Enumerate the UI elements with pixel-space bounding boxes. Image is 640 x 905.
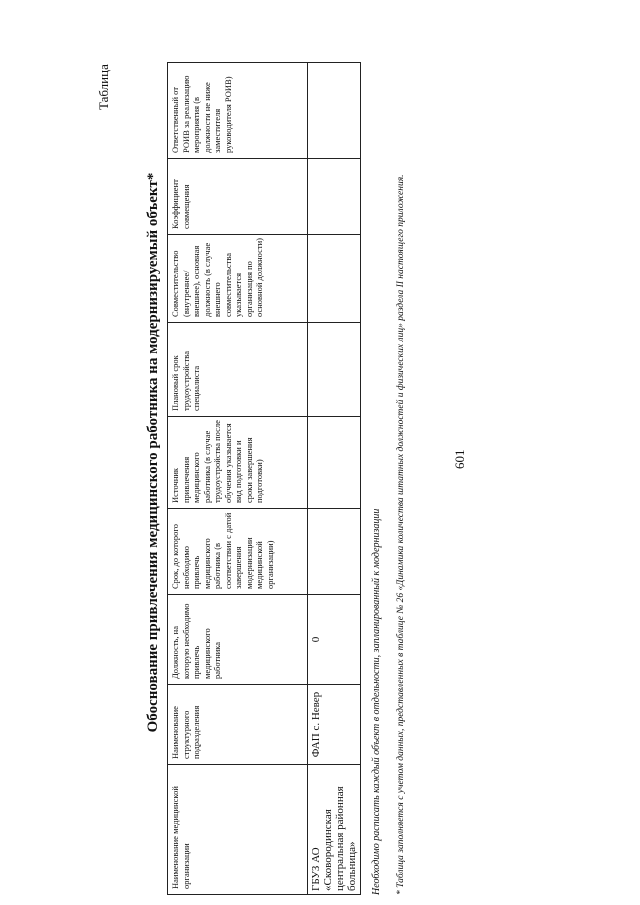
organization-cell: ГБУЗ АО «Сковородинская центральная районная больница» — [308, 765, 361, 895]
header-cell: Плановый срок трудоустройства специалиста — [168, 323, 308, 417]
page-number: 601 — [452, 449, 467, 469]
deadline-cell — [308, 509, 361, 595]
note-modernization: Необходимо расписать каждый объект в отдельности, запланированный к модернизации — [371, 508, 382, 895]
table-row — [308, 63, 361, 895]
table-label: Таблица — [96, 64, 111, 110]
header-cell: Должность, на которую необходимо привлечь медицинского работника — [168, 595, 308, 685]
header-cell: Наименование структурного подразделения — [168, 685, 308, 765]
combination-cell — [308, 235, 361, 323]
coefficient-cell — [308, 159, 361, 235]
header-cell: Наименование медицинской организации — [168, 765, 308, 895]
header-cell: Коэффициент совмещения — [168, 159, 308, 235]
employment-date-cell — [308, 323, 361, 417]
footnote: * Таблица заполняется с учетом данных, представленных в таблице № 26 «Динамика количества штатных должностей и физических лиц» раздела II настоящего приложения. — [396, 174, 406, 895]
header-cell: Срок, до которого необходимо привлечь медицинского работника (в соответствии с датой завершения модернизации медицинской организации) — [168, 509, 308, 595]
document-title: Обоснование привлечения медицинского работника на модернизируемый объект* — [145, 172, 161, 733]
header-cell: Ответственный от РОИВ за реализацию мероприятия (в должности не ниже заместителя руководителя РОИВ) — [168, 63, 308, 159]
responsible-cell — [308, 63, 361, 159]
header-cell: Совместительство (внутреннее/ внешнее), основная должность (в случае внешнего совместительства указывается организация по основной должности) — [168, 235, 308, 323]
justification-table — [167, 62, 361, 895]
source-cell — [308, 417, 361, 509]
header-cell: Источник привлечения медицинского работника (в случае трудоустройства после обучения указывается вид подготовки и сроки завершения подготовки) — [168, 417, 308, 509]
table-header-row — [168, 63, 308, 895]
position-cell: 0 — [308, 595, 361, 685]
subdivision-cell: ФАП с. Невер — [308, 685, 361, 765]
